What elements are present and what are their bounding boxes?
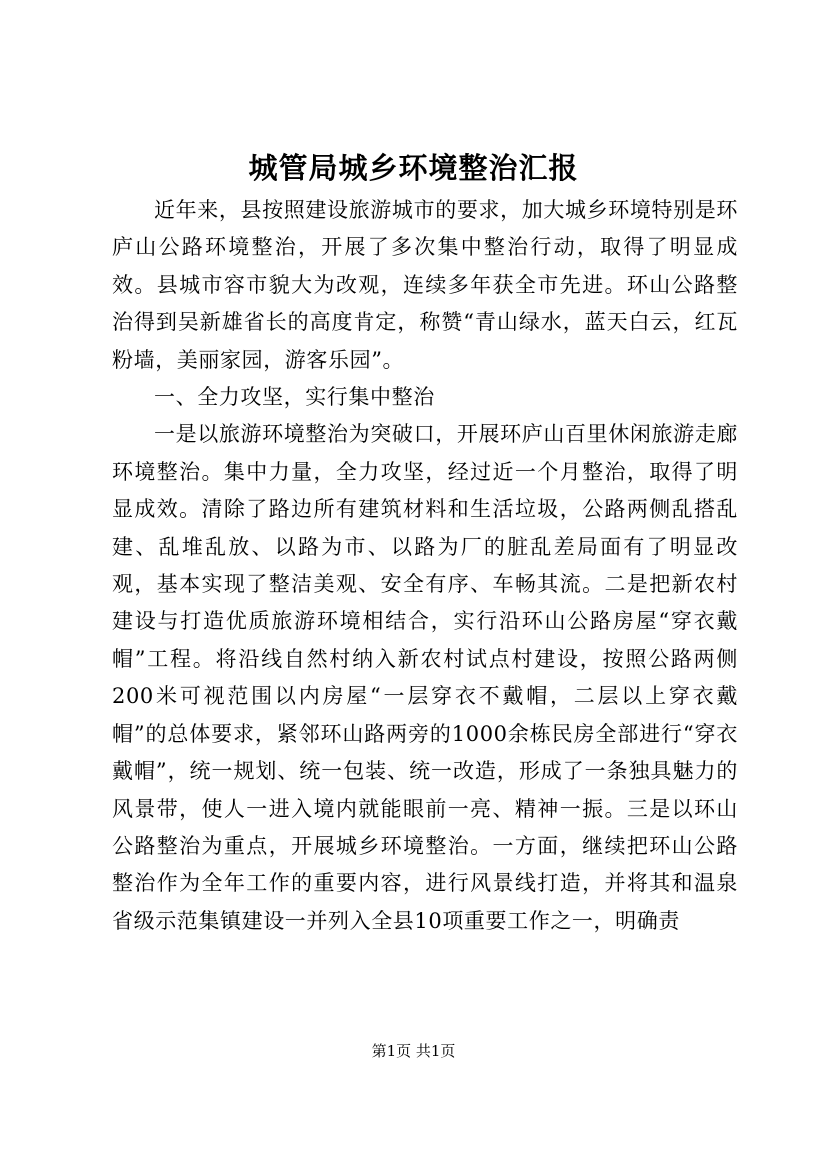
section-heading: 一、全力攻坚，实行集中整治 [154,385,435,410]
body-paragraph: 一是以旅游环境整治为突破口，开展环庐山百里休闲旅游走廊环境整治。集中力量，全力攻坚，经过近一个月整治，取得了明显成效。清除了路边所有建筑材料和生活垃圾，公路两侧乱搭乱建、乱堆乱放、以路为市、以路为厂的脏乱差局面有了明显改观，基本实现了整洁美观、安全有序、车畅其流。二是把新农村建设与打造优质旅游环境相结合，实行沿环山公路房屋“穿衣戴帽”工程。将沿线自然村纳入新农村试点村建设，按照公路两侧200米可视范围以内房屋“一层穿衣不戴帽，二层以上穿衣戴帽”的总体要求，紧邻环山路两旁的1000余栋民房全部进行“穿衣戴帽”，统一规划、统一包装、统一改造，形成了一条独具魅力的风景带，使人一进入境内就能眼前一亮、精神一振。三是以环山公路整治为重点，开展城乡环境整治。一方面，继续把环山公路整治作为全年工作的重要内容，进行风景线打造，并将其和温泉省级示范集镇建设一并列入全县10项重要工作之一，明确责 [112,422,738,933]
document-title: 城管局城乡环境整治汇报 [248,151,579,185]
document-body [112,192,738,940]
page-number-footer: 第1页 共1页 [371,1042,456,1060]
intro-paragraph: 近年来，县按照建设旅游城市的要求，加大城乡环境特别是环庐山公路环境整治，开展了多次集中整治行动，取得了明显成效。县城市容市貌大为改观，连续多年获全市先进。环山公路整治得到吴新雄省长的高度肯定，称赞“青山绿水，蓝天白云，红瓦粉墙，美丽家园，游客乐园”。 [112,198,738,372]
